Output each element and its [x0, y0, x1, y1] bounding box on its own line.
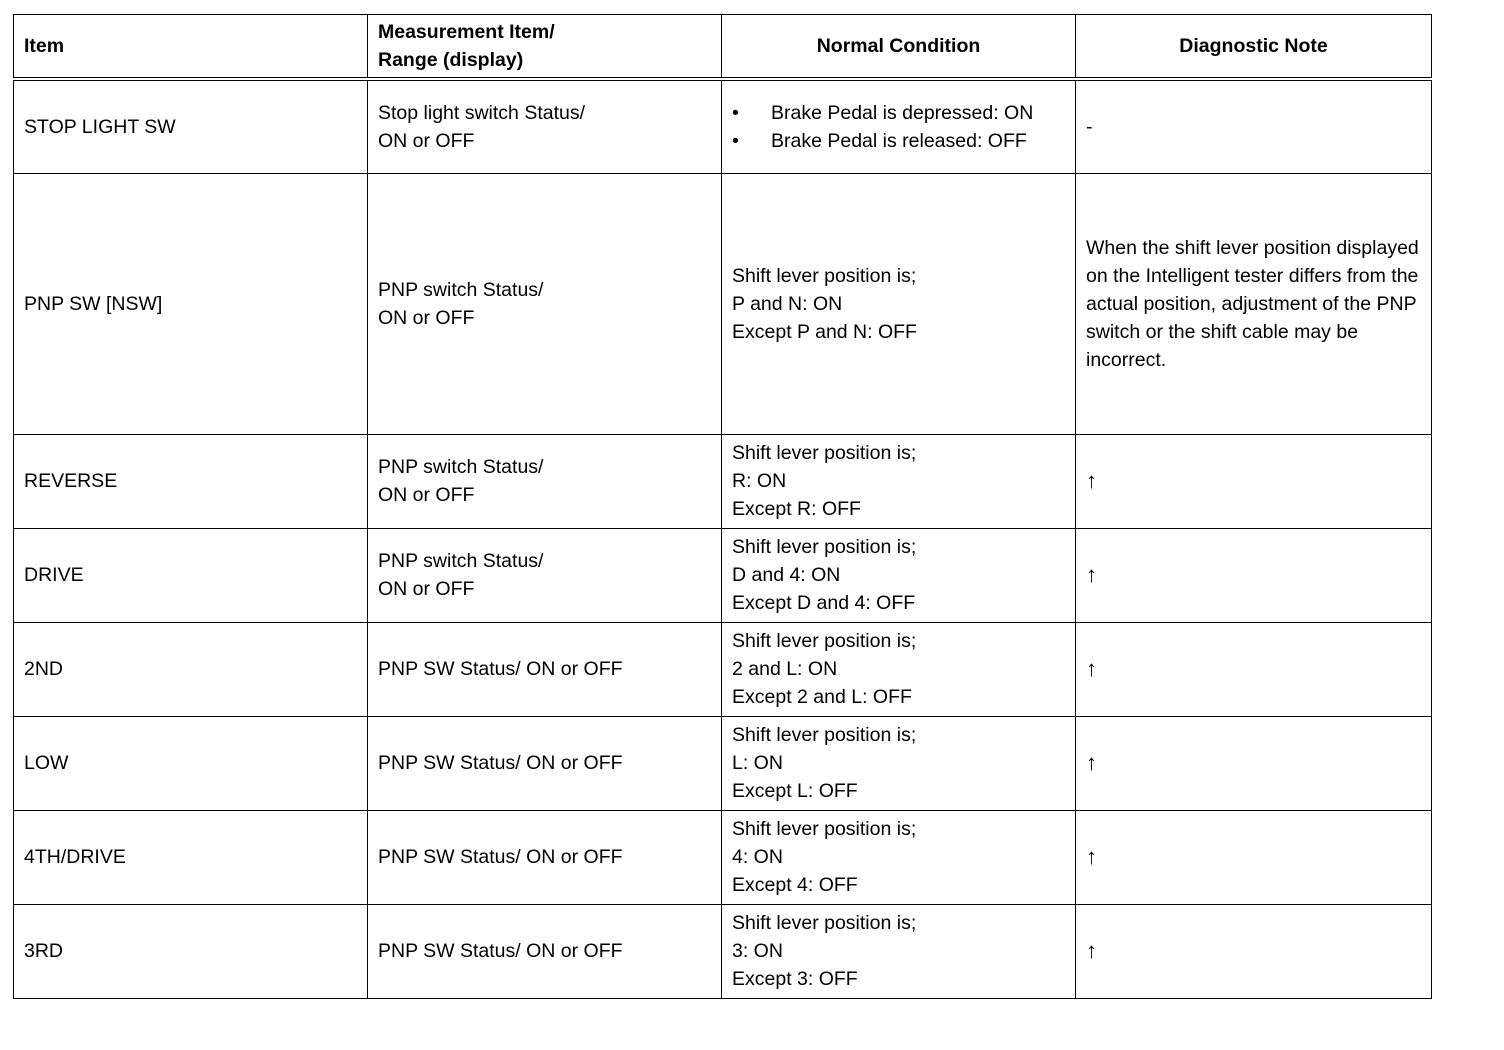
cell-measurement: [368, 622, 722, 716]
condition-line: Shift lever position is;: [732, 818, 917, 840]
measurement-line: PNP SW Status/ ON or OFF: [378, 752, 623, 774]
measurement-line: Stop light switch Status/: [378, 101, 586, 124]
condition-line: Shift lever position is;: [732, 264, 917, 287]
condition-line: Shift lever position is;: [732, 912, 917, 934]
condition-line: Except D and 4: OFF: [732, 592, 916, 614]
table-row: [14, 79, 1432, 173]
cell-measurement: [368, 810, 722, 904]
table-row: [14, 528, 1432, 622]
table-header-row: [14, 15, 1432, 80]
cell-diagnostic-note: [1076, 173, 1432, 434]
up-arrow-icon: ↑: [1086, 843, 1097, 869]
measurement-line: ON or OFF: [378, 578, 475, 600]
header-measurement-line1: Measurement Item/: [378, 21, 555, 43]
table-row: [14, 173, 1432, 434]
cell-measurement: [368, 434, 722, 528]
cell-item: LOW: [14, 716, 368, 810]
bullet-icon: •: [732, 101, 739, 124]
cell-diagnostic-note: -: [1076, 79, 1432, 173]
cell-measurement: [368, 79, 722, 173]
condition-line: P and N: ON: [732, 292, 843, 315]
condition-line: Shift lever position is;: [732, 442, 917, 464]
cell-measurement: [368, 173, 722, 434]
measurement-line: PNP switch Status/: [378, 550, 544, 572]
header-diagnostic-note: Diagnostic Note: [1076, 15, 1432, 80]
cell-normal-condition: [722, 79, 1076, 173]
measurement-line: ON or OFF: [378, 129, 475, 152]
measurement-line: PNP SW Status/ ON or OFF: [378, 658, 623, 680]
condition-line: Except P and N: OFF: [732, 320, 917, 343]
table-row: [14, 434, 1432, 528]
cell-item: 2ND: [14, 622, 368, 716]
cell-diagnostic-note: [1076, 434, 1432, 528]
header-normal-condition: Normal Condition: [722, 15, 1076, 80]
measurement-line: PNP switch Status/: [378, 278, 544, 301]
table-row: [14, 810, 1432, 904]
cell-normal-condition: [722, 434, 1076, 528]
up-arrow-icon: ↑: [1086, 655, 1097, 681]
condition-line: D and 4: ON: [732, 564, 841, 586]
condition-line: L: ON: [732, 752, 783, 774]
up-arrow-icon: ↑: [1086, 467, 1097, 493]
condition-line: R: ON: [732, 470, 787, 492]
table-row: [14, 904, 1432, 998]
cell-item: 3RD: [14, 904, 368, 998]
measurement-line: ON or OFF: [378, 484, 475, 506]
condition-line: Except 2 and L: OFF: [732, 686, 912, 708]
cell-diagnostic-note: [1076, 716, 1432, 810]
measurement-line: PNP switch Status/: [378, 456, 544, 478]
up-arrow-icon: ↑: [1086, 749, 1097, 775]
cell-normal-condition: [722, 716, 1076, 810]
header-item: Item: [14, 15, 368, 80]
cell-normal-condition: [722, 622, 1076, 716]
cell-diagnostic-note: [1076, 904, 1432, 998]
cell-item: 4TH/DRIVE: [14, 810, 368, 904]
condition-line: Except R: OFF: [732, 498, 861, 520]
condition-bullet-item: [732, 99, 1065, 127]
data-list-table: [13, 14, 1432, 999]
measurement-line: ON or OFF: [378, 306, 475, 329]
condition-line: Shift lever position is;: [732, 536, 917, 558]
header-measurement-line2: Range (display): [378, 49, 524, 71]
condition-line: Except L: OFF: [732, 780, 858, 802]
data-list-table-container: [13, 14, 1431, 999]
condition-line: Except 3: OFF: [732, 968, 858, 990]
cell-diagnostic-note: [1076, 810, 1432, 904]
table-row: [14, 622, 1432, 716]
condition-line: Shift lever position is;: [732, 724, 917, 746]
cell-normal-condition: [722, 810, 1076, 904]
cell-item: STOP LIGHT SW: [14, 79, 368, 173]
cell-measurement: [368, 716, 722, 810]
condition-line: 3: ON: [732, 940, 783, 962]
condition-bullet-item: [732, 127, 1065, 155]
measurement-line: PNP SW Status/ ON or OFF: [378, 940, 623, 962]
cell-measurement: [368, 904, 722, 998]
cell-diagnostic-note: [1076, 528, 1432, 622]
condition-line: 4: ON: [732, 846, 783, 868]
cell-normal-condition: [722, 904, 1076, 998]
condition-bullet-text: Brake Pedal is depressed: ON: [771, 101, 1034, 124]
condition-line: Shift lever position is;: [732, 630, 917, 652]
cell-item: DRIVE: [14, 528, 368, 622]
diagnostic-note-text: When the shift lever position displayed on the Intelligent tester differs from the actual position, adjustment of the PNP switch or the shift cable may be incorrect.: [1086, 236, 1419, 371]
up-arrow-icon: ↑: [1086, 561, 1097, 587]
cell-normal-condition: [722, 173, 1076, 434]
condition-line: 2 and L: ON: [732, 658, 838, 680]
cell-measurement: [368, 528, 722, 622]
cell-normal-condition: [722, 528, 1076, 622]
table-row: [14, 716, 1432, 810]
cell-diagnostic-note: [1076, 622, 1432, 716]
up-arrow-icon: ↑: [1086, 937, 1097, 963]
cell-item: REVERSE: [14, 434, 368, 528]
condition-line: Except 4: OFF: [732, 874, 858, 896]
header-measurement: [368, 15, 722, 80]
condition-bullet-text: Brake Pedal is released: OFF: [771, 129, 1027, 152]
bullet-icon: •: [732, 129, 739, 152]
measurement-line: PNP SW Status/ ON or OFF: [378, 846, 623, 868]
cell-item: PNP SW [NSW]: [14, 173, 368, 434]
